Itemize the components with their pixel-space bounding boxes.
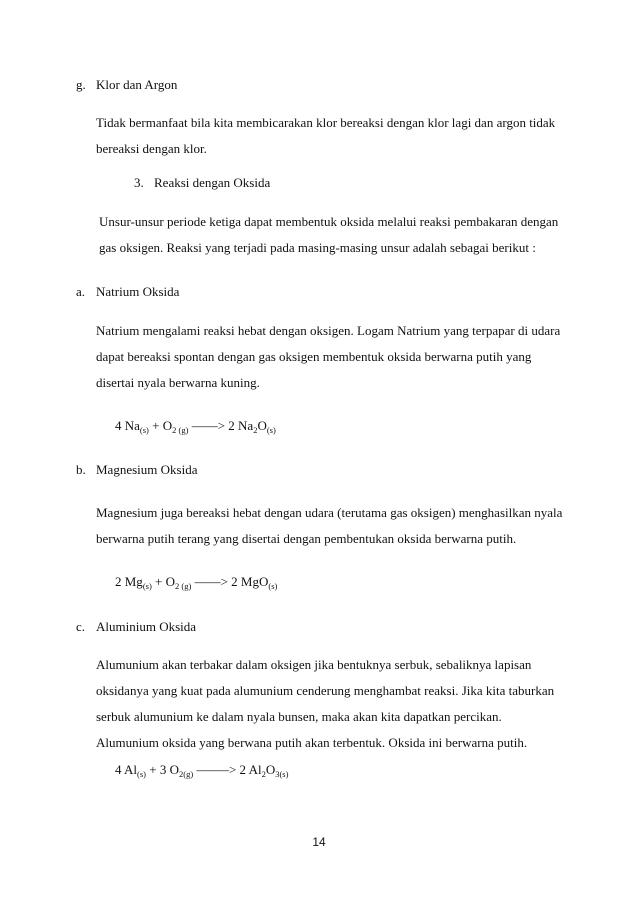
paragraph-magnesium	[96, 500, 562, 552]
section-title: Klor dan Argon	[96, 77, 178, 92]
paragraph-line: berwarna putih terang yang disertai dengan pembentukan oksida berwarna putih.	[96, 531, 517, 546]
section-title: Natrium Oksida	[96, 284, 180, 299]
eq-term: 3 O	[159, 762, 180, 777]
eq-subscript: (s)	[137, 769, 147, 779]
reaction-arrow: ——>	[191, 574, 232, 589]
section-title: Aluminium Oksida	[96, 619, 197, 634]
section-marker: g.	[76, 77, 86, 92]
eq-subscript: (s)	[268, 581, 278, 591]
eq-subscript: 2	[261, 769, 266, 779]
eq-subscript: (s)	[142, 581, 152, 591]
reaction-arrow: ——>	[188, 418, 229, 433]
eq-term: 2 Al	[239, 762, 262, 777]
section-marker: c.	[76, 619, 86, 634]
eq-subscript: 2 (g)	[175, 581, 192, 591]
eq-subscript: (s)	[139, 425, 149, 435]
paragraph-klor	[96, 110, 555, 162]
eq-term: O	[162, 418, 173, 433]
paragraph-line: disertai nyala berwarna kuning.	[96, 375, 260, 390]
eq-term: O	[265, 762, 276, 777]
eq-subscript: 3(s)	[275, 769, 289, 779]
eq-term: 2 MgO	[231, 574, 269, 589]
page-number: 14	[312, 835, 326, 849]
equation-magnesium	[115, 574, 277, 590]
eq-term: 2 Na	[228, 418, 254, 433]
equation-natrium	[115, 418, 276, 434]
eq-term: O	[165, 574, 176, 589]
section-marker: a.	[76, 284, 86, 299]
paragraph-line: gas oksigen. Reaksi yang terjadi pada masing-masing unsur adalah sebagai berikut :	[99, 240, 536, 255]
paragraph-line: bereaksi dengan klor.	[96, 141, 207, 156]
paragraph-line: Tidak bermanfaat bila kita membicarakan klor bereaksi dengan klor lagi dan argon tidak	[96, 115, 556, 130]
paragraph-line: oksidanya yang kuat pada alumunium cenderung menghambat reaksi. Jika kita taburkan	[96, 683, 555, 698]
paragraph-aluminium	[96, 652, 554, 756]
eq-subscript: 2(g)	[179, 769, 194, 779]
eq-term: 2 Mg	[115, 574, 143, 589]
eq-term: O	[257, 418, 267, 433]
paragraph-line: Natrium mengalami reaksi hebat dengan oksigen. Logam Natrium yang terpapar di udara	[96, 323, 561, 338]
eq-term: 4 Na	[115, 418, 140, 433]
reaction-arrow: —–—>	[193, 762, 240, 777]
section-heading-a	[76, 279, 179, 305]
subheading-reaksi-oksida	[134, 170, 270, 196]
section-heading-c	[76, 614, 196, 640]
section-heading-g	[76, 72, 177, 98]
section-marker: b.	[76, 462, 86, 477]
paragraph-line: dapat bereaksi spontan dengan gas oksigen membentuk oksida berwarna putih yang	[96, 349, 532, 364]
eq-term: 4 Al	[115, 762, 138, 777]
eq-plus: +	[151, 574, 166, 589]
paragraph-natrium	[96, 318, 560, 396]
paragraph-line: serbuk alumunium ke dalam nyala bunsen, maka akan kita dapatkan percikan.	[96, 709, 502, 724]
paragraph-line: Magnesium juga bereaksi hebat dengan udara (terutama gas oksigen) menghasilkan nyala	[96, 505, 563, 520]
paragraph-line: Unsur-unsur periode ketiga dapat membentuk oksida melalui reaksi pembakaran dengan	[99, 214, 559, 229]
subheading-title: Reaksi dengan Oksida	[154, 175, 271, 190]
subheading-marker: 3.	[134, 175, 144, 190]
section-title: Magnesium Oksida	[96, 462, 198, 477]
paragraph-reaksi-intro	[99, 209, 558, 261]
eq-plus: +	[146, 762, 160, 777]
paragraph-line: Alumunium oksida yang berwana putih akan terbentuk. Oksida ini berwarna putih.	[96, 735, 528, 750]
section-heading-b	[76, 457, 197, 483]
eq-subscript: 2	[253, 425, 258, 435]
paragraph-line: Alumunium akan terbakar dalam oksigen jika bentuknya serbuk, sebaliknya lapisan	[96, 657, 532, 672]
equation-aluminium	[115, 762, 288, 778]
eq-plus: +	[148, 418, 163, 433]
eq-subscript: 2 (g)	[172, 425, 189, 435]
eq-subscript: (s)	[266, 425, 276, 435]
